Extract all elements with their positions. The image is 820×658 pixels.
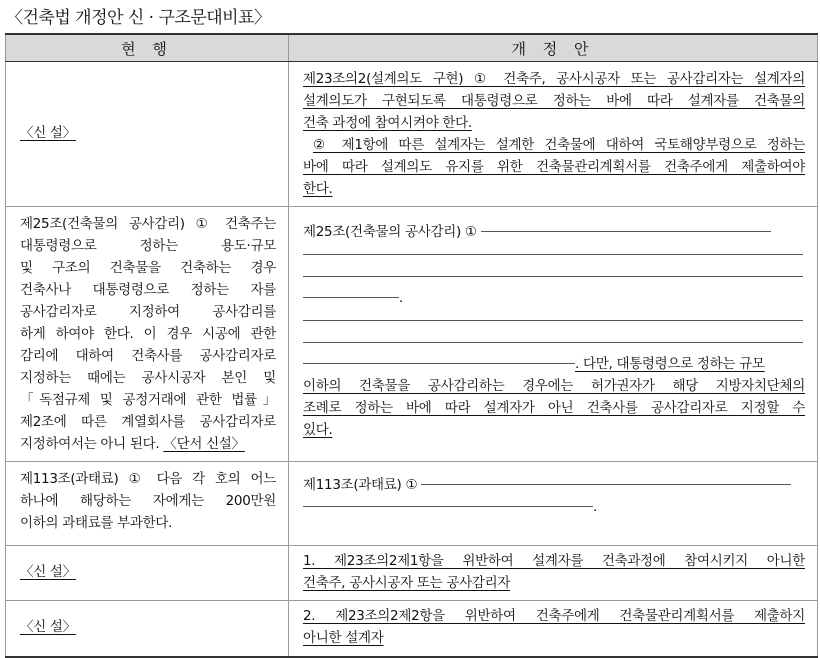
current-cell [6, 546, 289, 601]
proposed-cell [289, 546, 818, 601]
header-current: 현 행 [6, 34, 289, 62]
text-line: 2. 제23조의2제2항을 위반하여 건축주에게 건축물관리계획서를 제출하지 [303, 608, 805, 624]
proviso-added-label: 〈단서 신설〉 [163, 436, 245, 452]
table-row [6, 462, 818, 546]
text-line: 건축사나 대통령령으로 정하는 자를 [20, 282, 276, 298]
new-provision-label: 〈신 설〉 [20, 564, 76, 580]
new-provision-label: 〈신 설〉 [20, 619, 76, 636]
omission-line [303, 506, 593, 507]
text-line: 하게 하여야 한다. 이 경우 시공에 관한 [20, 326, 276, 342]
text-line: 조례로 정하는 바에 따라 설계자가 아닌 건축사를 공사감리자로 지정할 수 [303, 400, 805, 416]
header-row [6, 34, 818, 62]
table-caption: 〈건축법 개정안 신 · 구조문대비표〉 [6, 8, 271, 28]
text-line: 및 구조의 건축물을 건축하는 경우 [20, 260, 276, 276]
text-line [303, 496, 805, 518]
table-row [6, 546, 818, 601]
omission-line [303, 309, 805, 331]
text-line: 있다. [303, 422, 333, 438]
omission-line [303, 331, 805, 353]
header-proposed: 개 정 안 [289, 34, 818, 62]
text-line: 한다. [303, 181, 333, 197]
omission-line [421, 484, 791, 485]
text-line: 제23조의2(설계의도 구현) ① 건축주, 공사시공자 또는 공사감리자는 설계자의 [303, 71, 805, 87]
text-line: 건축 과정에 참여시켜야 한다. [303, 115, 472, 131]
article-heading: 제25조(건축물의 공사감리) ① [303, 224, 477, 240]
text-line: 바에 따라 설계의도 유지를 위한 건축물관리계획서를 건축주에게 제출하여야 [303, 159, 805, 175]
text-line: 제113조(과태료) ① 다음 각 호의 어느 [20, 471, 276, 487]
proposed-cell [289, 462, 818, 546]
current-cell [6, 207, 289, 462]
omission-line [303, 243, 805, 265]
text-line [303, 474, 805, 496]
period-mark: . [399, 290, 403, 306]
text-line: 이하의 건축물을 공사감리하는 경우에는 허가권자가 해당 지방자치단체의 [303, 378, 805, 394]
text-line: ② 제1항에 따른 설계자는 설계한 건축물에 대하여 국토해양부령으로 정하는 [313, 137, 805, 153]
new-provision-label: 〈신 설〉 [20, 125, 76, 141]
text-line [303, 221, 805, 243]
text-line: 제25조(건축물의 공사감리) ① 건축주는 [20, 216, 276, 232]
text-line: 대통령령으로 정하는 용도·규모 [20, 238, 276, 254]
article-heading: 제113조(과태료) ① [303, 477, 418, 493]
text-fragment: . 다만, 대통령령으로 정하는 규모 [575, 356, 765, 372]
text-line: 하나에 해당하는 자에게는 200만원 [20, 493, 276, 509]
text-line: 제2조에 따른 계열회사를 공사감리자로 [20, 414, 276, 430]
proposed-cell [289, 207, 818, 462]
omission-line [303, 297, 399, 298]
current-cell [6, 62, 289, 207]
table-row [6, 601, 818, 657]
text-line: 1. 제23조의2제1항을 위반하여 설계자를 건축과정에 참여시키지 아니한 [303, 553, 805, 569]
text-line [303, 287, 805, 309]
proposed-cell [289, 62, 818, 207]
comparison-table [5, 33, 818, 658]
current-cell [6, 601, 289, 657]
text-line: 지정하는 때에는 공사시공자 본인 및 [20, 370, 276, 386]
text-line: 설계의도가 구현되도록 대통령령으로 정하는 바에 따라 설계자를 건축물의 [303, 93, 805, 109]
text-line: 「독점규제 및 공정거래에 관한 법률」 [20, 392, 276, 408]
omission-line [303, 265, 805, 287]
text-line: 건축주, 공사시공자 또는 공사감리자 [303, 575, 511, 591]
table-row [6, 207, 818, 462]
text-line: 아니한 설계자 [303, 630, 384, 646]
text-line: 감리에 대하여 건축사를 공사감리자로 [20, 348, 276, 364]
table-row [6, 62, 818, 207]
proposed-cell [289, 601, 818, 657]
text-line [303, 353, 805, 375]
current-cell [6, 462, 289, 546]
omission-line [303, 363, 575, 364]
text-line: 이하의 과태료를 부과한다. [20, 515, 173, 531]
text-line: 공사감리자로 지정하여 공사감리를 [20, 304, 276, 320]
text-line [20, 433, 276, 455]
omission-line [481, 231, 771, 232]
period-mark: . [593, 499, 597, 515]
text-fragment: 지정하여서는 아니 된다. [20, 436, 160, 452]
